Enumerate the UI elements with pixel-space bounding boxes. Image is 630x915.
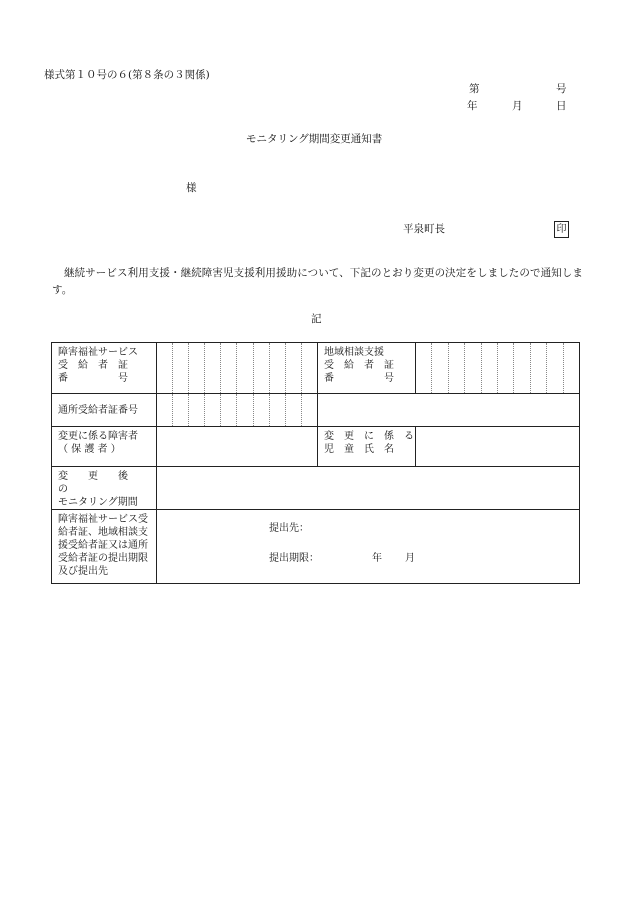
- community-cert-number-cells[interactable]: [416, 343, 580, 394]
- date-year: 年: [467, 100, 478, 112]
- label-line: モニタリング期間: [58, 497, 138, 508]
- blank-cell: [318, 394, 580, 427]
- row-monitoring: [52, 467, 580, 510]
- label-line: 変更に係る障害者: [58, 431, 138, 442]
- ki-heading: 記: [311, 313, 322, 325]
- label-day-service-cert: [52, 394, 157, 427]
- label-line: 変 更 後 の: [58, 471, 148, 495]
- label-line: 通所受給者証番号: [58, 405, 138, 416]
- label-line: 受 給 者 証: [324, 360, 394, 371]
- row-submission: [52, 510, 580, 584]
- deadline-year: 年: [372, 553, 382, 564]
- label-submission: [52, 510, 157, 584]
- label-line: 給者証、地域相談支: [58, 527, 148, 538]
- date-month: 月: [512, 100, 523, 112]
- form-number: 様式第１０号の６(第８条の３関係): [44, 69, 210, 81]
- row-service-number: [52, 343, 580, 394]
- service-cert-number-cells[interactable]: [157, 343, 318, 394]
- doc-number-dai: 第: [469, 83, 480, 95]
- row-day-service-number: [52, 394, 580, 427]
- monitoring-period-field[interactable]: [157, 467, 580, 510]
- label-child-name: [318, 427, 416, 467]
- deadline-month: 月: [405, 553, 415, 564]
- label-line: 障害福祉サービス: [58, 347, 138, 358]
- document-title: モニタリング期間変更通知書: [246, 133, 383, 145]
- label-community-cert: [318, 343, 416, 394]
- label-line: 地域相談支援: [324, 347, 384, 358]
- recipient-suffix: 様: [186, 182, 197, 194]
- label-monitoring-period: [52, 467, 157, 510]
- date-day: 日: [556, 100, 567, 112]
- destination-label: 提出先：: [269, 523, 309, 534]
- disabled-person-field[interactable]: [157, 427, 318, 467]
- label-line: 番 号: [58, 373, 128, 384]
- label-line: （ 保 護 者 ）: [58, 444, 121, 455]
- day-service-cert-number-cells[interactable]: [157, 394, 318, 427]
- seal-mark: 印: [554, 221, 569, 238]
- label-line: 児 童 氏 名: [324, 444, 394, 455]
- deadline-label: 提出期限：: [269, 553, 319, 564]
- label-line: 及び提出先: [58, 566, 108, 577]
- label-line: 援受給者証又は通所: [58, 540, 148, 551]
- label-line: 変 更 に 係 る: [324, 431, 414, 442]
- label-service-cert: [52, 343, 157, 394]
- issuer-name: 平泉町長: [403, 223, 445, 235]
- label-disabled-person: [52, 427, 157, 467]
- child-name-field[interactable]: [416, 427, 580, 467]
- row-person: [52, 427, 580, 467]
- label-line: 受 給 者 証: [58, 360, 128, 371]
- body-text: 継続サービス利用支援・継続障害児支援利用援助について、下記のとおり変更の決定をしましたので通知します。: [52, 267, 583, 296]
- submission-field[interactable]: [157, 510, 580, 584]
- label-line: 番 号: [324, 373, 394, 384]
- form-table: [51, 342, 580, 584]
- doc-number-go: 号: [556, 83, 567, 95]
- label-line: 受給者証の提出期限: [58, 553, 148, 564]
- label-line: 障害福祉サービス受: [58, 514, 148, 525]
